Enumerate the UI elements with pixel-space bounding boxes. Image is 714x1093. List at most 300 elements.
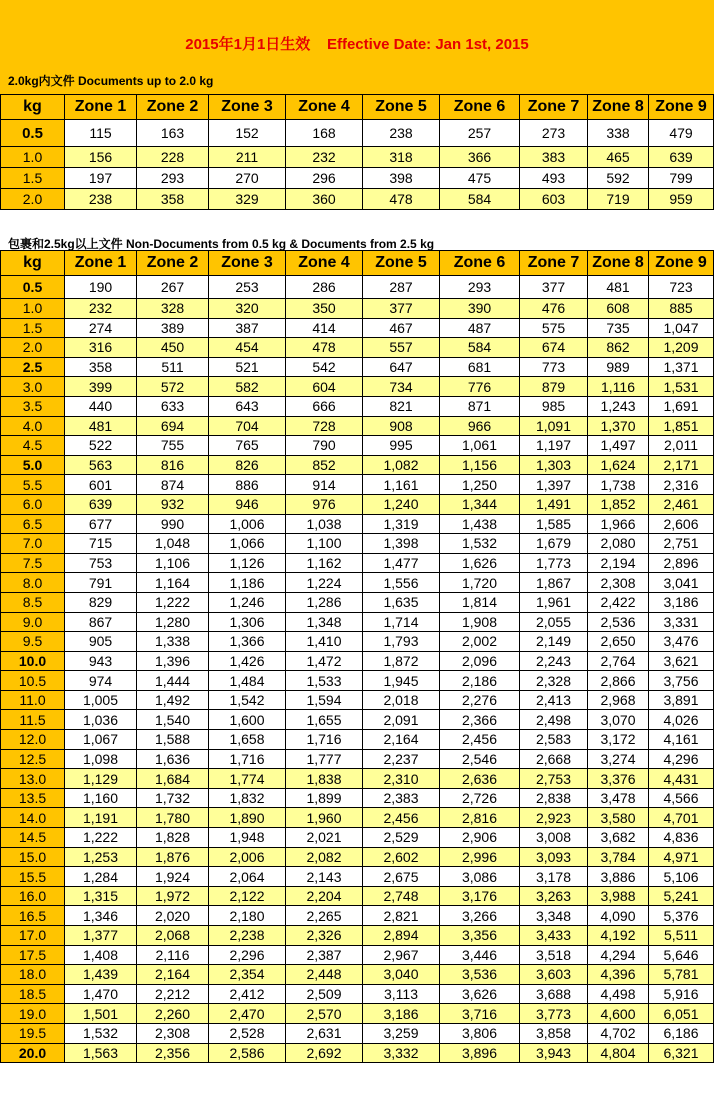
zone-6-rate-cell: 3,266 (440, 906, 520, 926)
zone-7-rate-cell: 383 (520, 147, 588, 168)
non-documents-row (1, 475, 714, 495)
weight-kg-cell: 10.5 (1, 671, 65, 691)
zone-7-rate-cell: 2,583 (520, 730, 588, 750)
zone-8-rate-cell: 3,274 (588, 749, 649, 769)
zone-7-rate-cell: 3,008 (520, 828, 588, 848)
zone-6-rate-cell: 1,908 (440, 612, 520, 632)
weight-kg-cell: 12.0 (1, 730, 65, 750)
non-documents-row (1, 730, 714, 750)
zone-7-rate-cell: 3,688 (520, 984, 588, 1004)
zone-8-rate-cell: 2,650 (588, 632, 649, 652)
zone-3-rate-cell: 1,066 (209, 534, 286, 554)
documents-row (1, 120, 714, 147)
documents-header-zone-7: Zone 7 (520, 95, 588, 120)
zone-3-rate-cell: 320 (209, 299, 286, 319)
zone-8-rate-cell: 3,988 (588, 886, 649, 906)
zone-5-rate-cell: 377 (363, 299, 440, 319)
non-documents-header-zone-4: Zone 4 (286, 251, 363, 276)
non-documents-row (1, 534, 714, 554)
zone-7-rate-cell: 3,348 (520, 906, 588, 926)
zone-6-rate-cell: 2,366 (440, 710, 520, 730)
zone-8-rate-cell: 338 (588, 120, 649, 147)
non-documents-row (1, 553, 714, 573)
zone-3-rate-cell: 1,366 (209, 632, 286, 652)
zone-4-rate-cell: 1,286 (286, 592, 363, 612)
zone-3-rate-cell: 1,246 (209, 592, 286, 612)
weight-kg-cell: 13.5 (1, 788, 65, 808)
zone-8-rate-cell: 3,886 (588, 867, 649, 887)
non-documents-header-zone-9: Zone 9 (649, 251, 714, 276)
zone-6-rate-cell: 2,726 (440, 788, 520, 808)
non-documents-row (1, 1023, 714, 1043)
zone-3-rate-cell: 2,412 (209, 984, 286, 1004)
zone-6-rate-cell: 3,896 (440, 1043, 520, 1063)
weight-kg-cell: 18.5 (1, 984, 65, 1004)
zone-5-rate-cell: 2,164 (363, 730, 440, 750)
zone-6-rate-cell: 2,276 (440, 690, 520, 710)
zone-9-rate-cell: 1,047 (649, 318, 714, 338)
zone-6-rate-cell: 1,438 (440, 514, 520, 534)
zone-3-rate-cell: 1,832 (209, 788, 286, 808)
zone-1-rate-cell: 1,160 (65, 788, 137, 808)
zone-7-rate-cell: 1,773 (520, 553, 588, 573)
zone-9-rate-cell: 1,851 (649, 416, 714, 436)
zone-6-rate-cell: 3,806 (440, 1023, 520, 1043)
zone-4-rate-cell: 2,692 (286, 1043, 363, 1063)
zone-4-rate-cell: 1,960 (286, 808, 363, 828)
zone-5-rate-cell: 2,967 (363, 945, 440, 965)
weight-kg-cell: 5.0 (1, 455, 65, 475)
zone-7-rate-cell: 2,668 (520, 749, 588, 769)
zone-9-rate-cell: 799 (649, 168, 714, 189)
zone-8-rate-cell: 3,070 (588, 710, 649, 730)
non-documents-header-zone-5: Zone 5 (363, 251, 440, 276)
zone-1-rate-cell: 1,253 (65, 847, 137, 867)
zone-9-rate-cell: 479 (649, 120, 714, 147)
zone-4-rate-cell: 360 (286, 189, 363, 210)
zone-6-rate-cell: 2,096 (440, 651, 520, 671)
zone-9-rate-cell: 1,691 (649, 396, 714, 416)
zone-6-rate-cell: 3,536 (440, 965, 520, 985)
zone-9-rate-cell: 6,051 (649, 1004, 714, 1024)
zone-8-rate-cell: 4,804 (588, 1043, 649, 1063)
non-documents-rate-table (0, 250, 714, 1063)
zone-4-rate-cell: 2,326 (286, 926, 363, 946)
zone-5-rate-cell: 2,456 (363, 808, 440, 828)
zone-3-rate-cell: 1,948 (209, 828, 286, 848)
documents-header-zone-3: Zone 3 (209, 95, 286, 120)
non-documents-row (1, 318, 714, 338)
zone-6-rate-cell: 584 (440, 338, 520, 358)
zone-5-rate-cell: 1,398 (363, 534, 440, 554)
zone-2-rate-cell: 2,116 (137, 945, 209, 965)
zone-5-rate-cell: 3,040 (363, 965, 440, 985)
zone-8-rate-cell: 1,116 (588, 377, 649, 397)
zone-2-rate-cell: 2,356 (137, 1043, 209, 1063)
zone-1-rate-cell: 563 (65, 455, 137, 475)
weight-kg-cell: 1.5 (1, 168, 65, 189)
zone-8-rate-cell: 4,192 (588, 926, 649, 946)
zone-3-rate-cell: 253 (209, 276, 286, 299)
zone-4-rate-cell: 2,448 (286, 965, 363, 985)
zone-7-rate-cell: 3,263 (520, 886, 588, 906)
zone-1-rate-cell: 274 (65, 318, 137, 338)
zone-6-rate-cell: 2,636 (440, 769, 520, 789)
zone-2-rate-cell: 2,068 (137, 926, 209, 946)
non-documents-header-zone-2: Zone 2 (137, 251, 209, 276)
zone-1-rate-cell: 1,284 (65, 867, 137, 887)
weight-kg-cell: 1.5 (1, 318, 65, 338)
zone-4-rate-cell: 2,204 (286, 886, 363, 906)
non-documents-row (1, 749, 714, 769)
non-documents-row (1, 867, 714, 887)
zone-4-rate-cell: 1,348 (286, 612, 363, 632)
zone-2-rate-cell: 694 (137, 416, 209, 436)
zone-7-rate-cell: 2,498 (520, 710, 588, 730)
zone-6-rate-cell: 2,546 (440, 749, 520, 769)
zone-7-rate-cell: 3,518 (520, 945, 588, 965)
non-documents-row (1, 828, 714, 848)
zone-4-rate-cell: 1,655 (286, 710, 363, 730)
zone-8-rate-cell: 1,370 (588, 416, 649, 436)
zone-3-rate-cell: 886 (209, 475, 286, 495)
zone-1-rate-cell: 1,563 (65, 1043, 137, 1063)
zone-1-rate-cell: 522 (65, 436, 137, 456)
zone-5-rate-cell: 2,748 (363, 886, 440, 906)
zone-5-rate-cell: 318 (363, 147, 440, 168)
zone-1-rate-cell: 677 (65, 514, 137, 534)
zone-3-rate-cell: 2,180 (209, 906, 286, 926)
weight-kg-cell: 15.5 (1, 867, 65, 887)
documents-header-zone-8: Zone 8 (588, 95, 649, 120)
zone-7-rate-cell: 2,149 (520, 632, 588, 652)
zone-4-rate-cell: 2,143 (286, 867, 363, 887)
zone-1-rate-cell: 1,005 (65, 690, 137, 710)
zone-2-rate-cell: 1,828 (137, 828, 209, 848)
zone-1-rate-cell: 1,191 (65, 808, 137, 828)
zone-2-rate-cell: 1,492 (137, 690, 209, 710)
zone-7-rate-cell: 1,679 (520, 534, 588, 554)
zone-3-rate-cell: 1,186 (209, 573, 286, 593)
zone-9-rate-cell: 5,646 (649, 945, 714, 965)
zone-8-rate-cell: 735 (588, 318, 649, 338)
non-documents-row (1, 455, 714, 475)
zone-8-rate-cell: 2,536 (588, 612, 649, 632)
zone-1-rate-cell: 156 (65, 147, 137, 168)
non-documents-row (1, 808, 714, 828)
zone-1-rate-cell: 905 (65, 632, 137, 652)
zone-4-rate-cell: 604 (286, 377, 363, 397)
zone-1-rate-cell: 601 (65, 475, 137, 495)
zone-9-rate-cell: 2,171 (649, 455, 714, 475)
documents-section-caption: 2.0kg内文件 Documents up to 2.0 kg (8, 74, 214, 88)
zone-5-rate-cell: 995 (363, 436, 440, 456)
zone-6-rate-cell: 2,906 (440, 828, 520, 848)
zone-3-rate-cell: 2,586 (209, 1043, 286, 1063)
zone-1-rate-cell: 753 (65, 553, 137, 573)
zone-9-rate-cell: 4,161 (649, 730, 714, 750)
zone-6-rate-cell: 1,626 (440, 553, 520, 573)
zone-1-rate-cell: 238 (65, 189, 137, 210)
zone-8-rate-cell: 2,764 (588, 651, 649, 671)
zone-8-rate-cell: 608 (588, 299, 649, 319)
zone-2-rate-cell: 2,164 (137, 965, 209, 985)
zone-6-rate-cell: 1,061 (440, 436, 520, 456)
zone-4-rate-cell: 1,472 (286, 651, 363, 671)
zone-5-rate-cell: 2,383 (363, 788, 440, 808)
zone-1-rate-cell: 829 (65, 592, 137, 612)
zone-9-rate-cell: 6,321 (649, 1043, 714, 1063)
zone-3-rate-cell: 2,238 (209, 926, 286, 946)
zone-7-rate-cell: 3,773 (520, 1004, 588, 1024)
zone-1-rate-cell: 440 (65, 396, 137, 416)
zone-5-rate-cell: 2,018 (363, 690, 440, 710)
zone-5-rate-cell: 287 (363, 276, 440, 299)
zone-5-rate-cell: 647 (363, 357, 440, 377)
zone-5-rate-cell: 398 (363, 168, 440, 189)
zone-3-rate-cell: 1,306 (209, 612, 286, 632)
zone-9-rate-cell: 4,971 (649, 847, 714, 867)
weight-kg-cell: 17.0 (1, 926, 65, 946)
zone-9-rate-cell: 1,371 (649, 357, 714, 377)
zone-2-rate-cell: 1,876 (137, 847, 209, 867)
zone-8-rate-cell: 4,294 (588, 945, 649, 965)
zone-1-rate-cell: 1,098 (65, 749, 137, 769)
zone-4-rate-cell: 728 (286, 416, 363, 436)
zone-4-rate-cell: 1,533 (286, 671, 363, 691)
non-documents-row (1, 847, 714, 867)
weight-kg-cell: 12.5 (1, 749, 65, 769)
zone-2-rate-cell: 228 (137, 147, 209, 168)
non-documents-row (1, 690, 714, 710)
zone-4-rate-cell: 2,570 (286, 1004, 363, 1024)
zone-8-rate-cell: 1,497 (588, 436, 649, 456)
zone-2-rate-cell: 1,588 (137, 730, 209, 750)
zone-7-rate-cell: 3,858 (520, 1023, 588, 1043)
zone-7-rate-cell: 674 (520, 338, 588, 358)
zone-1-rate-cell: 943 (65, 651, 137, 671)
zone-3-rate-cell: 1,126 (209, 553, 286, 573)
zone-8-rate-cell: 3,376 (588, 769, 649, 789)
documents-rate-table (0, 94, 714, 210)
zone-9-rate-cell: 3,041 (649, 573, 714, 593)
zone-9-rate-cell: 3,756 (649, 671, 714, 691)
zone-9-rate-cell: 1,209 (649, 338, 714, 358)
non-documents-row (1, 299, 714, 319)
zone-3-rate-cell: 1,890 (209, 808, 286, 828)
zone-8-rate-cell: 481 (588, 276, 649, 299)
zone-9-rate-cell: 885 (649, 299, 714, 319)
zone-8-rate-cell: 3,784 (588, 847, 649, 867)
zone-2-rate-cell: 511 (137, 357, 209, 377)
zone-7-rate-cell: 377 (520, 276, 588, 299)
zone-8-rate-cell: 2,968 (588, 690, 649, 710)
zone-1-rate-cell: 791 (65, 573, 137, 593)
non-documents-row (1, 984, 714, 1004)
zone-3-rate-cell: 643 (209, 396, 286, 416)
zone-6-rate-cell: 257 (440, 120, 520, 147)
zone-9-rate-cell: 1,531 (649, 377, 714, 397)
weight-kg-cell: 13.0 (1, 769, 65, 789)
zone-9-rate-cell: 5,106 (649, 867, 714, 887)
zone-3-rate-cell: 2,064 (209, 867, 286, 887)
non-documents-row (1, 377, 714, 397)
zone-7-rate-cell: 493 (520, 168, 588, 189)
zone-9-rate-cell: 4,026 (649, 710, 714, 730)
zone-9-rate-cell: 639 (649, 147, 714, 168)
zone-6-rate-cell: 1,532 (440, 534, 520, 554)
zone-3-rate-cell: 1,006 (209, 514, 286, 534)
zone-7-rate-cell: 3,178 (520, 867, 588, 887)
zone-7-rate-cell: 1,585 (520, 514, 588, 534)
zone-9-rate-cell: 4,431 (649, 769, 714, 789)
zone-4-rate-cell: 168 (286, 120, 363, 147)
zone-2-rate-cell: 633 (137, 396, 209, 416)
zone-7-rate-cell: 3,433 (520, 926, 588, 946)
weight-kg-cell: 20.0 (1, 1043, 65, 1063)
zone-3-rate-cell: 1,658 (209, 730, 286, 750)
zone-6-rate-cell: 293 (440, 276, 520, 299)
zone-4-rate-cell: 852 (286, 455, 363, 475)
documents-header-row (1, 95, 714, 120)
documents-header-kg: kg (1, 95, 65, 120)
zone-5-rate-cell: 734 (363, 377, 440, 397)
zone-9-rate-cell: 723 (649, 276, 714, 299)
zone-1-rate-cell: 1,129 (65, 769, 137, 789)
weight-kg-cell: 0.5 (1, 276, 65, 299)
zone-5-rate-cell: 1,945 (363, 671, 440, 691)
zone-5-rate-cell: 1,082 (363, 455, 440, 475)
zone-2-rate-cell: 1,338 (137, 632, 209, 652)
zone-5-rate-cell: 2,602 (363, 847, 440, 867)
zone-2-rate-cell: 293 (137, 168, 209, 189)
zone-1-rate-cell: 639 (65, 494, 137, 514)
zone-7-rate-cell: 1,197 (520, 436, 588, 456)
documents-header-zone-1: Zone 1 (65, 95, 137, 120)
zone-2-rate-cell: 389 (137, 318, 209, 338)
zone-3-rate-cell: 521 (209, 357, 286, 377)
zone-4-rate-cell: 1,410 (286, 632, 363, 652)
zone-6-rate-cell: 1,814 (440, 592, 520, 612)
zone-2-rate-cell: 1,924 (137, 867, 209, 887)
zone-1-rate-cell: 316 (65, 338, 137, 358)
zone-1-rate-cell: 1,439 (65, 965, 137, 985)
zone-1-rate-cell: 115 (65, 120, 137, 147)
zone-2-rate-cell: 1,636 (137, 749, 209, 769)
weight-kg-cell: 3.5 (1, 396, 65, 416)
zone-7-rate-cell: 273 (520, 120, 588, 147)
zone-3-rate-cell: 270 (209, 168, 286, 189)
non-documents-row (1, 788, 714, 808)
documents-row (1, 147, 714, 168)
zone-8-rate-cell: 4,090 (588, 906, 649, 926)
zone-3-rate-cell: 2,122 (209, 886, 286, 906)
zone-8-rate-cell: 592 (588, 168, 649, 189)
zone-4-rate-cell: 1,716 (286, 730, 363, 750)
zone-1-rate-cell: 232 (65, 299, 137, 319)
zone-1-rate-cell: 1,346 (65, 906, 137, 926)
zone-4-rate-cell: 914 (286, 475, 363, 495)
zone-1-rate-cell: 1,067 (65, 730, 137, 750)
zone-6-rate-cell: 3,446 (440, 945, 520, 965)
zone-5-rate-cell: 467 (363, 318, 440, 338)
zone-5-rate-cell: 3,186 (363, 1004, 440, 1024)
weight-kg-cell: 3.0 (1, 377, 65, 397)
zone-3-rate-cell: 1,426 (209, 651, 286, 671)
zone-3-rate-cell: 1,716 (209, 749, 286, 769)
zone-9-rate-cell: 5,376 (649, 906, 714, 926)
zone-2-rate-cell: 1,106 (137, 553, 209, 573)
zone-5-rate-cell: 557 (363, 338, 440, 358)
zone-6-rate-cell: 681 (440, 357, 520, 377)
zone-2-rate-cell: 1,222 (137, 592, 209, 612)
documents-header-zone-4: Zone 4 (286, 95, 363, 120)
zone-6-rate-cell: 584 (440, 189, 520, 210)
zone-4-rate-cell: 2,021 (286, 828, 363, 848)
zone-6-rate-cell: 366 (440, 147, 520, 168)
zone-6-rate-cell: 3,356 (440, 926, 520, 946)
zone-3-rate-cell: 2,296 (209, 945, 286, 965)
zone-3-rate-cell: 2,528 (209, 1023, 286, 1043)
zone-6-rate-cell: 2,002 (440, 632, 520, 652)
weight-kg-cell: 9.0 (1, 612, 65, 632)
zone-8-rate-cell: 4,702 (588, 1023, 649, 1043)
non-documents-row (1, 671, 714, 691)
zone-2-rate-cell: 1,732 (137, 788, 209, 808)
zone-4-rate-cell: 286 (286, 276, 363, 299)
zone-2-rate-cell: 1,780 (137, 808, 209, 828)
zone-2-rate-cell: 572 (137, 377, 209, 397)
zone-8-rate-cell: 2,866 (588, 671, 649, 691)
zone-2-rate-cell: 816 (137, 455, 209, 475)
zone-1-rate-cell: 715 (65, 534, 137, 554)
zone-3-rate-cell: 1,774 (209, 769, 286, 789)
zone-2-rate-cell: 2,260 (137, 1004, 209, 1024)
zone-2-rate-cell: 2,212 (137, 984, 209, 1004)
non-documents-row (1, 1043, 714, 1063)
zone-5-rate-cell: 2,894 (363, 926, 440, 946)
zone-6-rate-cell: 2,456 (440, 730, 520, 750)
zone-1-rate-cell: 1,315 (65, 886, 137, 906)
non-documents-header-kg: kg (1, 251, 65, 276)
zone-4-rate-cell: 1,777 (286, 749, 363, 769)
zone-6-rate-cell: 475 (440, 168, 520, 189)
zone-4-rate-cell: 666 (286, 396, 363, 416)
zone-5-rate-cell: 1,240 (363, 494, 440, 514)
zone-2-rate-cell: 932 (137, 494, 209, 514)
zone-2-rate-cell: 1,396 (137, 651, 209, 671)
weight-kg-cell: 2.0 (1, 189, 65, 210)
weight-kg-cell: 7.5 (1, 553, 65, 573)
zone-3-rate-cell: 454 (209, 338, 286, 358)
weight-kg-cell: 1.0 (1, 147, 65, 168)
zone-7-rate-cell: 2,413 (520, 690, 588, 710)
zone-6-rate-cell: 776 (440, 377, 520, 397)
zone-8-rate-cell: 3,580 (588, 808, 649, 828)
zone-1-rate-cell: 1,470 (65, 984, 137, 1004)
zone-4-rate-cell: 976 (286, 494, 363, 514)
non-documents-row (1, 710, 714, 730)
non-documents-row (1, 357, 714, 377)
zone-8-rate-cell: 1,852 (588, 494, 649, 514)
zone-2-rate-cell: 874 (137, 475, 209, 495)
zone-9-rate-cell: 5,241 (649, 886, 714, 906)
non-documents-row (1, 612, 714, 632)
documents-header-zone-5: Zone 5 (363, 95, 440, 120)
zone-1-rate-cell: 1,408 (65, 945, 137, 965)
zone-6-rate-cell: 2,186 (440, 671, 520, 691)
zone-6-rate-cell: 871 (440, 396, 520, 416)
